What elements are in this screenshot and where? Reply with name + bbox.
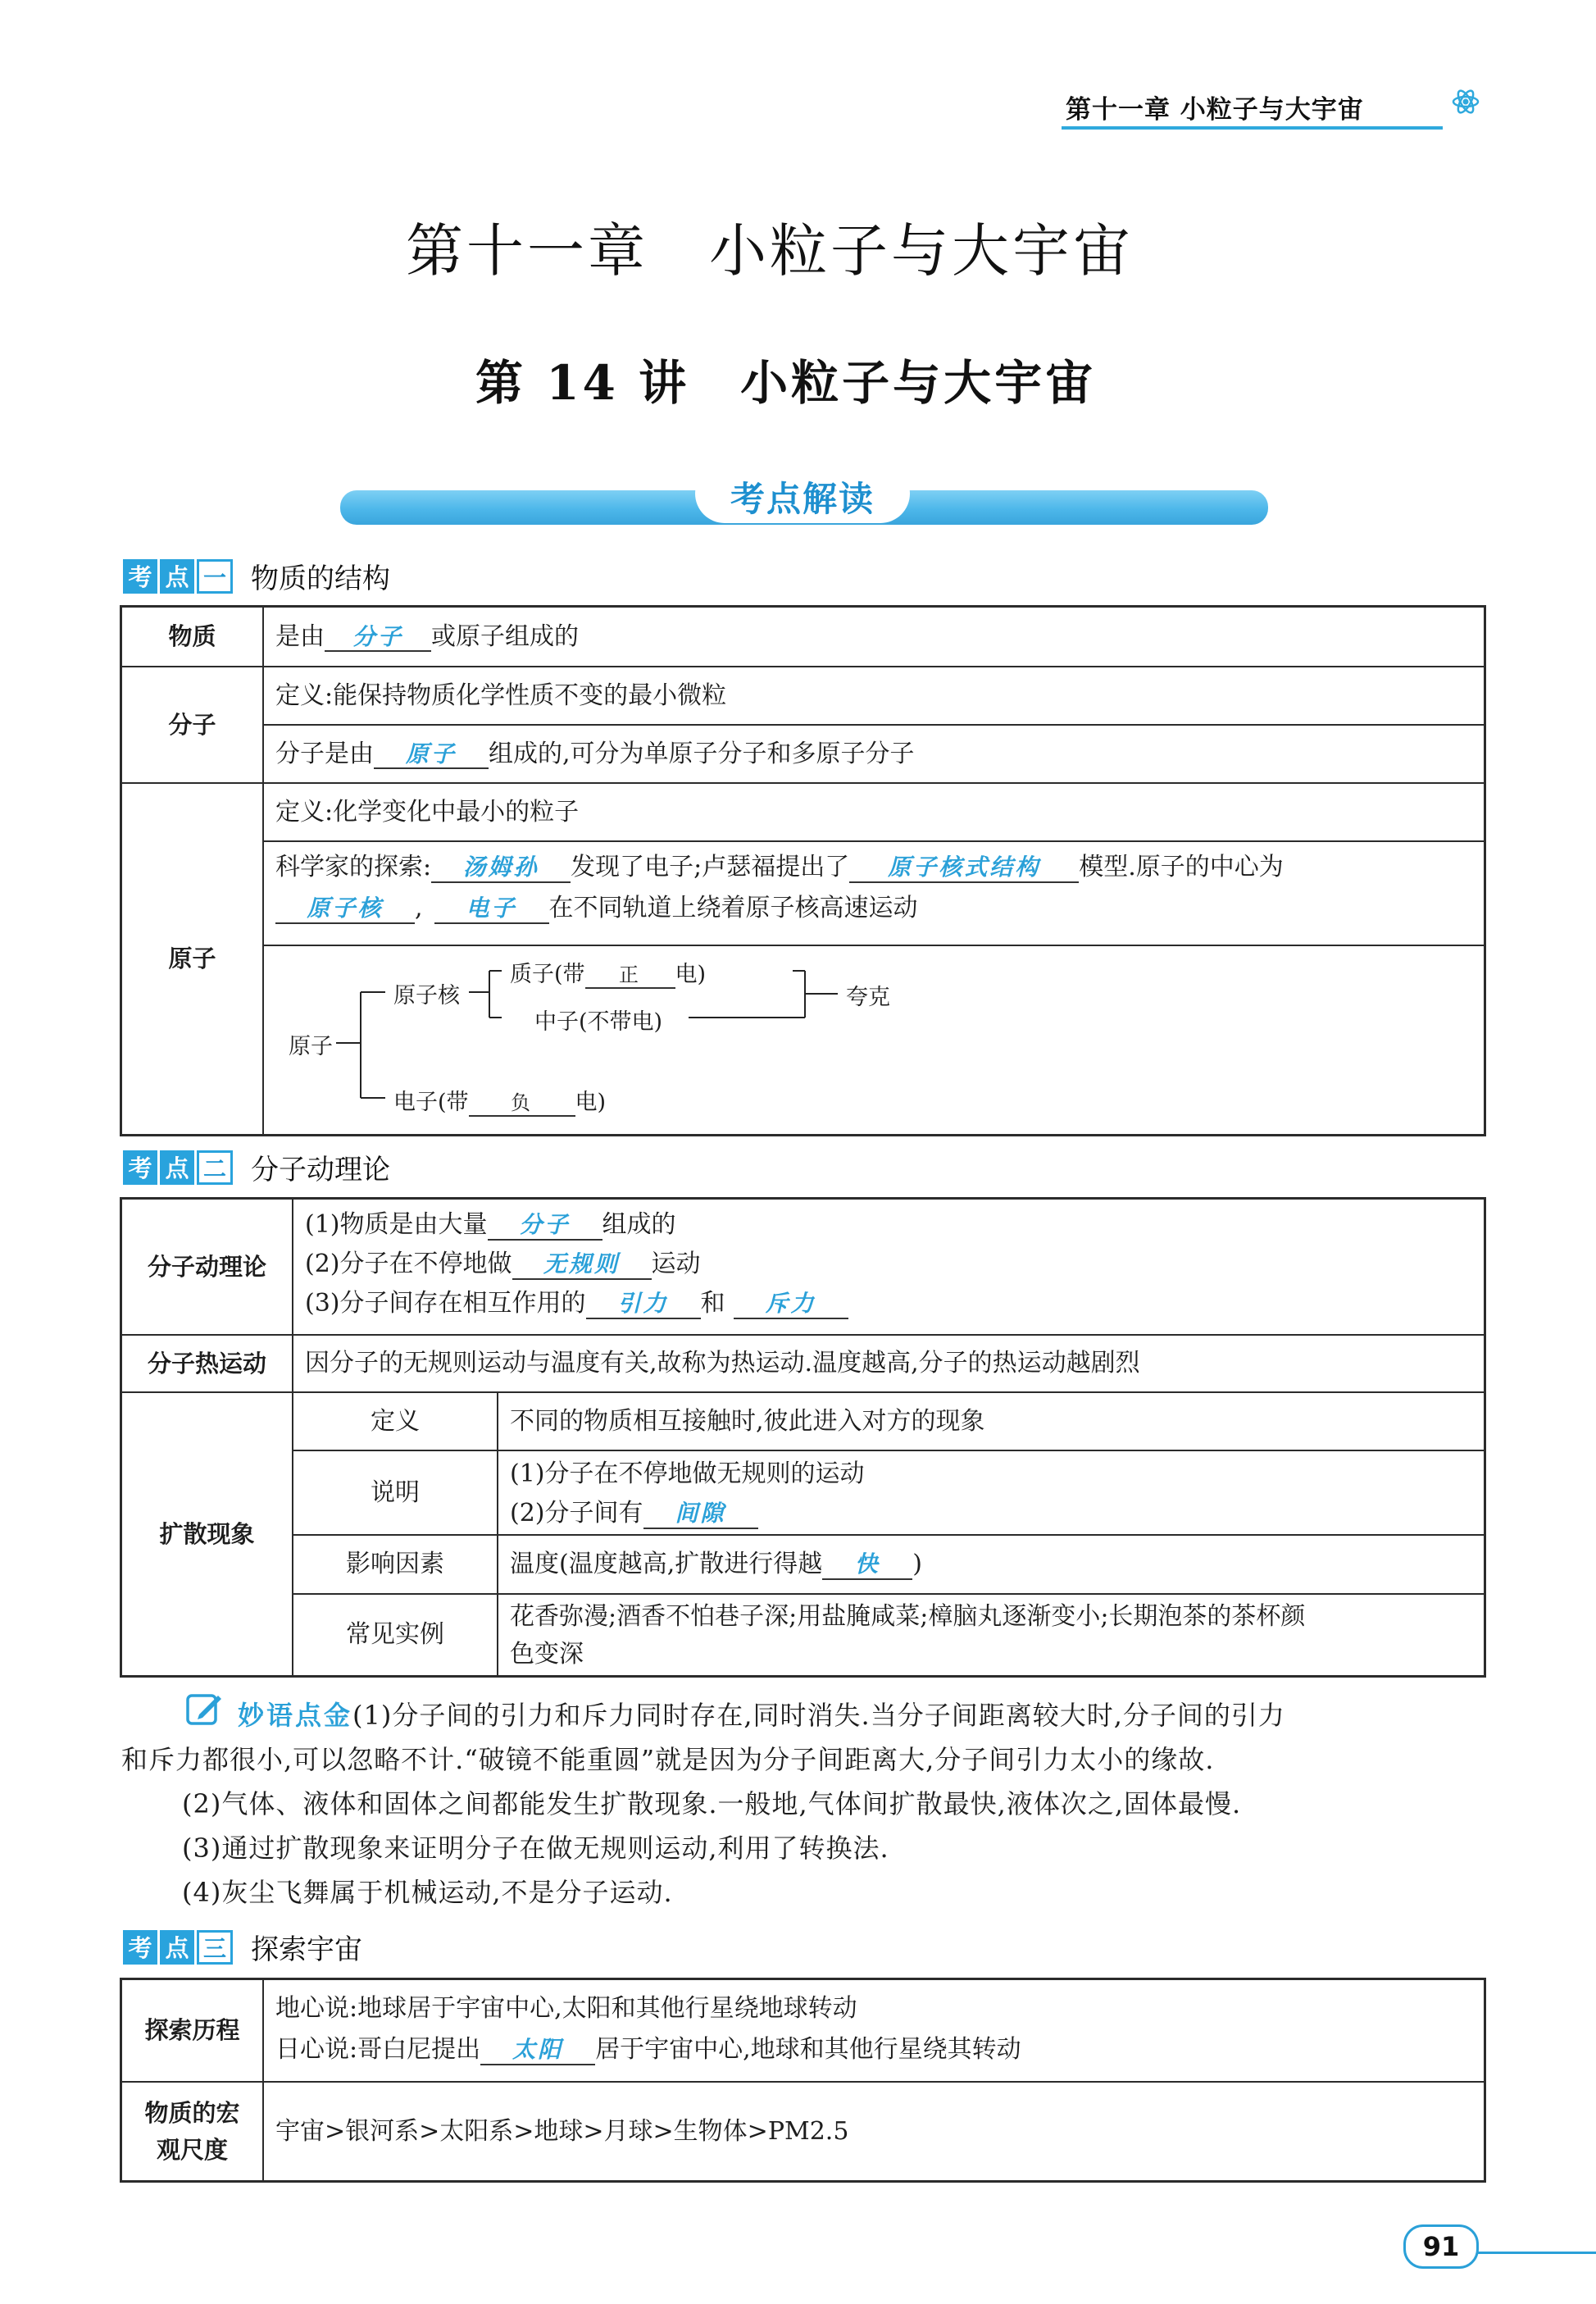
explore-mid-2: 模型.原子的中心为 [1079, 853, 1284, 881]
diagram-neutron: 中子(不带电) [534, 1009, 663, 1035]
examples-line-2: 色变深 [510, 1640, 584, 1669]
thermal-label: 分子热运动 [147, 1349, 266, 1377]
section2-title: 分子动理论 [251, 1154, 390, 1186]
explore-answer-2: 原子核式结构 [849, 854, 1079, 883]
electron-charge-answer: 负 [469, 1091, 575, 1117]
diffusion-definition-text: 不同的物质相互接触时,彼此进入对方的现象 [510, 1406, 985, 1436]
explore-answer-1: 汤姆孙 [431, 854, 571, 883]
theory-answer-4: 斥力 [734, 1290, 848, 1319]
tips-line-1 [121, 1694, 1285, 1737]
section3-title: 探索宇宙 [251, 1933, 362, 1966]
explanation-line-1: (1)分子在不停地做无规则的运动 [510, 1459, 865, 1488]
explore-mid-1: 发现了电子;卢瑟福提出了 [571, 853, 850, 881]
section1-number: 一 [197, 559, 233, 594]
diagram-proton: 质子(带 正 电) [510, 962, 707, 987]
matter-row [264, 608, 1484, 666]
running-header: 第十一章 小粒子与大宇宙 [1066, 95, 1364, 125]
kao-char: 考 [123, 559, 157, 594]
dian-char: 点 [160, 559, 194, 594]
section1-label [123, 556, 390, 596]
lecture-title: 第 14 讲 小粒子与大宇宙 [475, 355, 1097, 411]
diffusion-explanation-label: 说明 [371, 1478, 420, 1507]
banner-label: 考点解读 [730, 479, 875, 519]
thermal-row [293, 1336, 1484, 1391]
diffusion-examples-label: 常见实例 [346, 1620, 444, 1649]
atom-explore-row [275, 847, 1480, 929]
theory-label: 分子动理论 [147, 1252, 266, 1281]
atom-definition: 定义:化学变化中最小的粒子 [275, 797, 580, 826]
explore-answer-4: 电子 [434, 895, 549, 924]
scale-label: 物质的宏 观尺度 [144, 2098, 240, 2164]
section1-title: 物质的结构 [251, 562, 390, 595]
matter-answer: 分子 [325, 623, 431, 653]
tips-p4: (4)灰尘飞舞属于机械运动,不是分子运动. [182, 1877, 673, 1908]
atom-label: 原子 [168, 945, 216, 973]
molecule-def-row [264, 667, 1484, 724]
history-line-1: 地心说:地球居于宇宙中心,太阳和其他行星绕地球转动 [275, 1994, 857, 2023]
diagram-quark: 夸克 [846, 985, 890, 1010]
explore-sep: , [415, 894, 423, 922]
diffusion-examples-content [510, 1598, 1477, 1673]
tips-p3: (3)通过扩散现象来证明分子在做无规则运动,利用了转换法. [182, 1833, 889, 1864]
theory-answer-3: 引力 [586, 1290, 701, 1319]
proton-charge-answer: 正 [585, 963, 675, 989]
matter-post: 或原子组成的 [431, 622, 579, 651]
atom-def-row [264, 784, 1484, 840]
history-content: 地心说:地球居于宇宙中心,太阳和其他行星绕地球转动 日心说:哥白尼提出 太阳 居于宇宙中心,地球和其他行星绕其转动 [275, 1988, 1480, 2070]
diffusion-factor-row: 温度(温度越高,扩散进行得越 快 ) [510, 1550, 922, 1578]
explanation-answer: 间隙 [643, 1500, 758, 1529]
diffusion-definition-row [498, 1393, 1484, 1450]
thermal-text: 因分子的无规则运动与温度有关,故称为热运动.温度越高,分子的热运动越剧烈 [305, 1349, 1140, 1377]
tips-title: 妙语点金 [238, 1700, 353, 1731]
theory-content: (1)物质是由大量 分子 组成的 (2)分子在不停地做 无规则 运动 (3)分子间存在相互作用的 引力 和 斥力 [305, 1205, 1477, 1323]
factor-answer: 快 [822, 1550, 912, 1580]
theory-answer-2: 无规则 [512, 1250, 652, 1280]
molecule-comp-row [264, 726, 1484, 782]
matter-label: 物质 [168, 622, 216, 651]
diffusion-factor-label: 影响因素 [346, 1550, 444, 1578]
matter-pre: 是由 [275, 622, 325, 651]
tips-p1a: (1)分子间的引力和斥力同时存在,同时消失.当分子间距离较大时,分子间的引力 [352, 1700, 1285, 1731]
scale-text: 宇宙>银河系>太阳系>地球>月球>生物体>PM2.5 [275, 2116, 849, 2146]
tips-p1b: 和斥力都很小,可以忽略不计.“破镜不能重圆”就是因为分子间距离大,分子间引力太小的缘故. [121, 1744, 1215, 1775]
theory-answer-1: 分子 [488, 1211, 602, 1241]
diffusion-label: 扩散现象 [159, 1519, 255, 1548]
molecule-definition: 定义:能保持物质化学性质不变的最小微粒 [275, 681, 727, 710]
chapter-title: 第十一章 小粒子与大宇宙 [406, 217, 1134, 285]
diagram-nucleus: 原子核 [393, 983, 460, 1009]
history-answer: 太阳 [480, 2036, 595, 2065]
header-rule [1062, 126, 1443, 130]
atom-composition-diagram [264, 946, 1484, 1134]
page-rule [1467, 2252, 1596, 2254]
explore-post: 在不同轨道上绕着原子核高速运动 [548, 894, 918, 922]
section3-label [123, 1927, 362, 1967]
kao-char: 考 [123, 1930, 157, 1965]
dian-char: 点 [160, 1930, 194, 1965]
dian-char: 点 [160, 1150, 194, 1185]
explore-answer-3: 原子核 [275, 895, 415, 924]
kao-char: 考 [123, 1150, 157, 1185]
molecule-answer: 原子 [374, 740, 489, 770]
scale-row [264, 2083, 1484, 2180]
tips-p2: (2)气体、液体和固体之间都能发生扩散现象.一般地,气体间扩散最快,液体次之,固体最慢. [182, 1788, 1242, 1819]
atom-icon [1451, 87, 1480, 122]
molecule-pre: 分子是由 [275, 739, 374, 768]
history-label: 探索历程 [144, 2016, 240, 2045]
section2-number: 二 [197, 1150, 233, 1185]
explore-pre: 科学家的探索: [275, 853, 432, 881]
page-number: 91 [1403, 2224, 1479, 2269]
examples-line-1: 花香弥漫;酒香不怕巷子深;用盐腌咸菜;樟脑丸逐渐变小;长期泡茶的茶杯颜 [510, 1602, 1306, 1631]
section3-number: 三 [197, 1930, 233, 1965]
section2-label [123, 1147, 390, 1187]
diffusion-definition-label: 定义 [371, 1406, 420, 1436]
diffusion-explanation-content: (1)分子在不停地做无规则的运动 (2)分子间有 间隙 [510, 1455, 1477, 1533]
diagram-atom: 原子 [289, 1034, 333, 1059]
diagram-electron: 电子(带 负 电) [393, 1090, 607, 1115]
molecule-label: 分子 [168, 710, 216, 739]
molecule-post: 组成的,可分为单原子分子和多原子分子 [489, 739, 915, 768]
